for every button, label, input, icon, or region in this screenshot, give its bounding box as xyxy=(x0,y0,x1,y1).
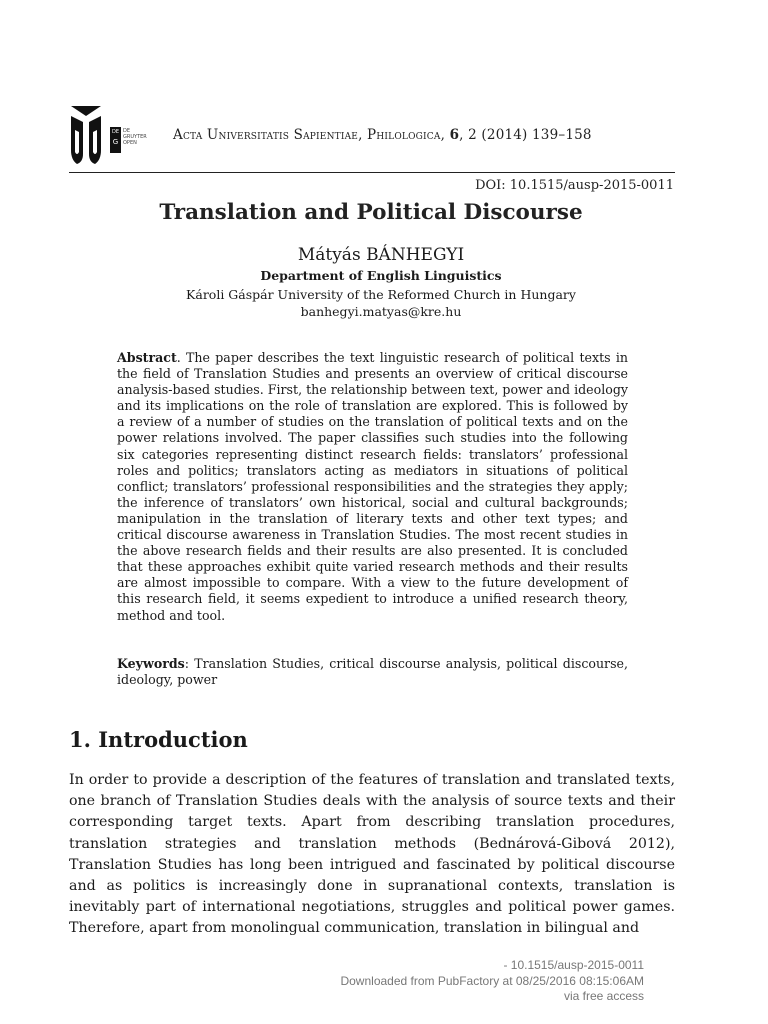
footer-doi: - 10.1515/ausp-2015-0011 xyxy=(503,958,644,972)
abstract xyxy=(117,350,628,624)
university-logo-icon xyxy=(69,104,103,166)
section-body: In order to provide a description of the features of translation and translated texts, one branch of Translation Studies deals with the analysis of source texts and their corresponding target texts. Apart from describing translation procedures, translation strategies and translation methods (Bednárová-Gibová 2012), Translation Studies has long been intrigued and fascinated by political discourse and as politics is increasingly done in supranational contexts, translation is inevitably part of international negotiations, struggles and political power games. Therefore, apart from monolingual communication, translation in bilingual and xyxy=(69,772,675,937)
journal-volume: 6 xyxy=(449,127,460,143)
footer-download-info: Downloaded from PubFactory at 08/25/2016 08:15:06AM xyxy=(340,973,644,988)
article-title: Translation and Political Discourse xyxy=(159,200,583,225)
header-divider xyxy=(69,172,675,173)
publisher-logo-box: DE G xyxy=(110,127,121,153)
journal-citation xyxy=(173,127,592,143)
abstract-text: . The paper describes the text linguistic research of political texts in the field of Translation Studies and presents an overview of critical discourse analysis-based studies. First, the relationship between text, power and ideology and its implications on the role of translation are explored. This is followed by a review of a number of studies on the translation of political texts and on the power relations involved. The paper classifies such studies into the following six categories representing distinct research fields: translators’ professional roles and politics; translators acting as mediators in situations of political conflict; translators’ professional responsibilities and the strategies they apply; the inference of translators’ own historical, social and cultural backgrounds; manipulation in the translation of literary texts and other text types; and critical discourse awareness in Translation Studies. The most recent studies in the above research fields and their results are also presented. It is concluded that these approaches exhibit quite varied research methods and their results are almost impossible to compare. With a view to the future development of this research field, it seems expedient to introduce a unified research theory, method and tool. xyxy=(117,350,628,623)
author-email: banhegyi.matyas@kre.hu xyxy=(300,304,462,319)
abstract-label: Abstract xyxy=(117,350,177,365)
keywords xyxy=(117,656,628,688)
keywords-label: Keywords xyxy=(117,656,185,671)
author-university: Károli Gáspár University of the Reformed Church in Hungary xyxy=(186,287,576,302)
publisher-logo xyxy=(110,127,150,153)
download-footer xyxy=(340,958,644,1005)
journal-name: Acta Universitatis Sapientiae, Philologica, xyxy=(173,127,446,143)
author-department: Department of English Linguistics xyxy=(260,268,502,283)
author-name: Mátyás BÁNHEGYI xyxy=(297,245,465,265)
journal-issue: , 2 (2014) 139–158 xyxy=(459,127,592,143)
section-heading: 1. Introduction xyxy=(69,727,248,752)
footer-access: via free access xyxy=(563,989,644,1003)
doi-text: DOI: 10.1515/ausp-2015-0011 xyxy=(475,178,674,193)
publisher-logo-text: DE GRUYTER OPEN xyxy=(123,128,147,146)
keywords-text: : Translation Studies, critical discourse analysis, political discourse, ideology, power xyxy=(117,656,628,688)
